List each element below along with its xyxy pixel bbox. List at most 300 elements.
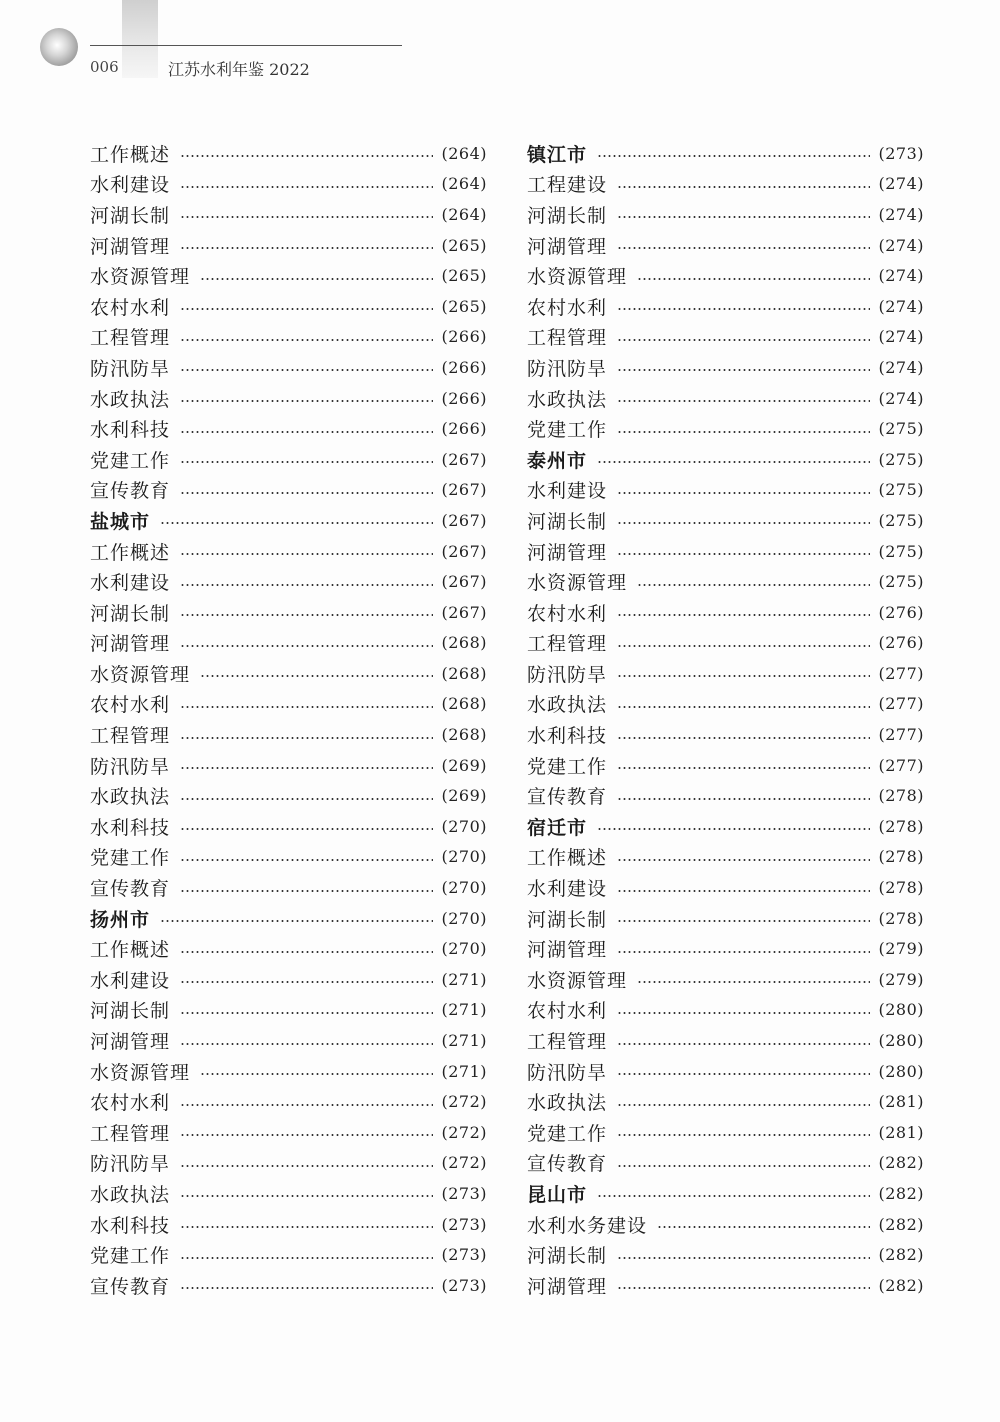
- toc-entry-page: (274): [878, 327, 924, 347]
- toc-dot-leader: [200, 278, 433, 280]
- toc-entry: [90, 1178, 487, 1209]
- toc-entry-page: (267): [441, 572, 487, 592]
- toc-entry-page: (274): [878, 266, 924, 286]
- toc-dot-leader: [180, 186, 433, 188]
- toc-dot-leader: [617, 1257, 870, 1259]
- toc-entry-page: (269): [441, 755, 487, 775]
- toc-entry: [90, 811, 487, 842]
- toc-dot-leader: [597, 1195, 870, 1197]
- toc-entry-page: (265): [441, 235, 487, 255]
- toc-entry-page: (268): [441, 725, 487, 745]
- toc-entry-page: (275): [878, 572, 924, 592]
- toc-entry: [527, 872, 924, 903]
- toc-dot-leader: [617, 890, 870, 892]
- toc-entry-page: (272): [441, 1092, 487, 1112]
- toc-entry-label: 农村水利: [527, 1000, 608, 1023]
- toc-entry-page: (274): [878, 296, 924, 316]
- toc-entry-page: (281): [878, 1092, 924, 1112]
- toc-entry: [527, 689, 924, 720]
- toc-entry-page: (277): [878, 755, 924, 775]
- toc-entry-page: (266): [441, 327, 487, 347]
- toc-entry: [90, 842, 487, 873]
- toc-dot-leader: [180, 828, 433, 830]
- toc-entry: [527, 903, 924, 934]
- toc-entry-page: (271): [441, 969, 487, 989]
- toc-entry: [527, 475, 924, 506]
- header-rule: [90, 45, 402, 46]
- toc-dot-leader: [180, 767, 433, 769]
- toc-entry-label: 河湖长制: [527, 1245, 608, 1268]
- toc-entry-page: (275): [878, 419, 924, 439]
- toc-entry: [527, 383, 924, 414]
- toc-entry: [90, 1148, 487, 1179]
- toc-entry-label: 水政执法: [527, 694, 608, 717]
- toc-entry-page: (275): [878, 480, 924, 500]
- toc-dot-leader: [617, 492, 870, 494]
- toc-entry: [527, 169, 924, 200]
- toc-entry-label: 河湖长制: [90, 602, 171, 625]
- toc-entry-page: (274): [878, 235, 924, 255]
- toc-entry-page: (264): [441, 143, 487, 163]
- toc-dot-leader: [180, 890, 433, 892]
- toc-entry: [527, 322, 924, 353]
- toc-entry-label: 水利水务建设: [527, 1214, 648, 1237]
- toc-entry: [90, 995, 487, 1026]
- toc-dot-leader: [617, 706, 870, 708]
- toc-entry: [90, 1239, 487, 1270]
- toc-section-heading: [527, 811, 924, 842]
- toc-dot-leader: [180, 859, 433, 861]
- toc-entry: [90, 1025, 487, 1056]
- toc-entry: [90, 383, 487, 414]
- toc-entry-label: 防汛防旱: [527, 663, 608, 686]
- toc-entry-label: 水利建设: [90, 174, 171, 197]
- toc-entry-page: (282): [878, 1214, 924, 1234]
- toc-entry: [527, 505, 924, 536]
- toc-dot-leader: [597, 828, 870, 830]
- toc-entry-label: 工作概述: [90, 939, 171, 962]
- toc-entry-label: 昆山市: [527, 1183, 588, 1206]
- toc-entry-label: 宣传教育: [527, 786, 608, 809]
- toc-entry-label: 党建工作: [527, 755, 608, 778]
- toc-entry: [527, 1117, 924, 1148]
- toc-section-heading: [527, 444, 924, 475]
- toc-entry: [527, 1270, 924, 1301]
- toc-entry-page: (268): [441, 663, 487, 683]
- toc-entry-page: (274): [878, 174, 924, 194]
- toc-entry-page: (267): [441, 480, 487, 500]
- toc-column-left: [90, 138, 487, 1301]
- toc-entry-label: 工作概述: [90, 541, 171, 564]
- toc-entry-page: (267): [441, 602, 487, 622]
- toc-dot-leader: [180, 247, 433, 249]
- toc-entry-label: 水利建设: [90, 572, 171, 595]
- toc-dot-leader: [617, 767, 870, 769]
- toc-dot-leader: [617, 553, 870, 555]
- toc-entry-page: (273): [441, 1214, 487, 1234]
- toc-entry-label: 河湖长制: [527, 510, 608, 533]
- toc-entry: [90, 291, 487, 322]
- toc-entry-page: (271): [441, 1061, 487, 1081]
- toc-entry-page: (267): [441, 541, 487, 561]
- toc-entry-page: (266): [441, 388, 487, 408]
- toc-dot-leader: [617, 798, 870, 800]
- toc-entry-label: 党建工作: [90, 1245, 171, 1268]
- toc-entry-page: (276): [878, 633, 924, 653]
- toc-entry: [90, 1056, 487, 1087]
- toc-dot-leader: [597, 155, 870, 157]
- toc-entry-page: (280): [878, 1031, 924, 1051]
- toc-dot-leader: [180, 1043, 433, 1045]
- toc-entry-label: 农村水利: [90, 296, 171, 319]
- toc-dot-leader: [617, 1165, 870, 1167]
- toc-entry: [527, 628, 924, 659]
- toc-entry-page: (279): [878, 939, 924, 959]
- toc-dot-leader: [617, 1043, 870, 1045]
- toc-entry: [527, 230, 924, 261]
- toc-entry-page: (271): [441, 1031, 487, 1051]
- toc-entry-page: (280): [878, 1061, 924, 1081]
- toc-dot-leader: [617, 1104, 870, 1106]
- toc-entry-label: 党建工作: [90, 847, 171, 870]
- toc-entry-label: 工作概述: [90, 143, 171, 166]
- toc-dot-leader: [180, 1195, 433, 1197]
- toc-dot-leader: [617, 339, 870, 341]
- toc-dot-leader: [617, 920, 870, 922]
- toc-entry-label: 镇江市: [527, 143, 588, 166]
- toc-section-heading: [527, 138, 924, 169]
- toc-entry: [90, 1270, 487, 1301]
- toc-dot-leader: [180, 737, 433, 739]
- toc-section-heading: [527, 1178, 924, 1209]
- toc-entry-label: 党建工作: [527, 1122, 608, 1145]
- toc-dot-leader: [617, 186, 870, 188]
- toc-entry-label: 水资源管理: [527, 572, 628, 595]
- toc-entry: [90, 230, 487, 261]
- toc-dot-leader: [617, 1073, 870, 1075]
- toc-entry-page: (264): [441, 174, 487, 194]
- toc-entry-label: 水政执法: [90, 1183, 171, 1206]
- toc-entry: [527, 352, 924, 383]
- toc-entry-label: 工程建设: [527, 174, 608, 197]
- toc-entry: [90, 597, 487, 628]
- book-title: 江苏水利年鉴 2022: [168, 60, 310, 79]
- toc-entry: [90, 780, 487, 811]
- toc-entry-page: (274): [878, 204, 924, 224]
- toc-entry-label: 农村水利: [90, 1092, 171, 1115]
- toc-dot-leader: [617, 1012, 870, 1014]
- toc-dot-leader: [617, 431, 870, 433]
- toc-entry-label: 宣传教育: [527, 1153, 608, 1176]
- toc-entry: [90, 750, 487, 781]
- toc-entry-page: (267): [441, 510, 487, 530]
- toc-dot-leader: [617, 951, 870, 953]
- toc-entry: [527, 780, 924, 811]
- toc-entry-label: 水利建设: [527, 878, 608, 901]
- header-decoration-block: [122, 0, 158, 78]
- toc-entry-page: (282): [878, 1245, 924, 1265]
- toc-dot-leader: [617, 369, 870, 371]
- toc-entry-label: 河湖管理: [90, 1031, 171, 1054]
- toc-entry-label: 防汛防旱: [527, 1061, 608, 1084]
- toc-entry-page: (265): [441, 296, 487, 316]
- toc-entry-label: 农村水利: [527, 602, 608, 625]
- toc-dot-leader: [160, 522, 433, 524]
- toc-dot-leader: [180, 216, 433, 218]
- toc-entry-page: (282): [878, 1183, 924, 1203]
- toc-entry-page: (266): [441, 419, 487, 439]
- toc-section-heading: [90, 903, 487, 934]
- toc-entry-page: (270): [441, 878, 487, 898]
- toc-entry-label: 水资源管理: [527, 266, 628, 289]
- toc-entry-label: 水资源管理: [527, 969, 628, 992]
- toc-entry-label: 水资源管理: [90, 1061, 191, 1084]
- toc-entry-label: 水资源管理: [90, 663, 191, 686]
- toc-entry: [90, 444, 487, 475]
- toc-dot-leader: [200, 1073, 433, 1075]
- toc-entry-label: 河湖长制: [527, 204, 608, 227]
- toc-entry-label: 水利建设: [527, 480, 608, 503]
- toc-dot-leader: [617, 216, 870, 218]
- toc-dot-leader: [180, 1134, 433, 1136]
- toc-entry-label: 水政执法: [90, 786, 171, 809]
- toc-entry-label: 水利建设: [90, 969, 171, 992]
- toc-entry-label: 防汛防旱: [90, 357, 171, 380]
- toc-entry-label: 工程管理: [90, 1122, 171, 1145]
- toc-entry: [90, 536, 487, 567]
- toc-entry: [527, 933, 924, 964]
- toc-entry-label: 水利科技: [90, 1214, 171, 1237]
- toc-entry-label: 防汛防旱: [90, 755, 171, 778]
- toc-column-right: [527, 138, 924, 1301]
- toc-entry-label: 水利科技: [90, 419, 171, 442]
- toc-entry: [527, 413, 924, 444]
- toc-entry: [527, 750, 924, 781]
- toc-entry-page: (272): [441, 1153, 487, 1173]
- toc-entry-page: (271): [441, 1000, 487, 1020]
- toc-entry-page: (277): [878, 725, 924, 745]
- toc-dot-leader: [180, 155, 433, 157]
- toc-dot-leader: [180, 645, 433, 647]
- toc-entry-label: 河湖长制: [90, 1000, 171, 1023]
- toc-dot-leader: [617, 645, 870, 647]
- toc-entry: [527, 1056, 924, 1087]
- toc-entry: [527, 1209, 924, 1240]
- page-number: 006: [90, 58, 119, 76]
- toc-entry: [527, 719, 924, 750]
- toc-dot-leader: [180, 798, 433, 800]
- toc-dot-leader: [180, 400, 433, 402]
- toc-dot-leader: [617, 737, 870, 739]
- toc-entry-page: (277): [878, 694, 924, 714]
- toc-entry-label: 河湖管理: [527, 939, 608, 962]
- toc-entry-label: 工程管理: [527, 1031, 608, 1054]
- toc-entry: [90, 413, 487, 444]
- toc-entry-label: 农村水利: [527, 296, 608, 319]
- toc-entry-page: (273): [878, 143, 924, 163]
- toc-dot-leader: [180, 1257, 433, 1259]
- toc-dot-leader: [617, 1287, 870, 1289]
- toc-entry: [527, 964, 924, 995]
- toc-entry: [90, 689, 487, 720]
- toc-dot-leader: [180, 553, 433, 555]
- toc-dot-leader: [180, 461, 433, 463]
- toc-entry-label: 水政执法: [527, 1092, 608, 1115]
- toc-entry-page: (267): [441, 449, 487, 469]
- toc-entry-label: 宣传教育: [90, 1275, 171, 1298]
- toc-dot-leader: [180, 492, 433, 494]
- toc-entry-page: (278): [878, 786, 924, 806]
- toc-entry: [90, 1086, 487, 1117]
- toc-section-heading: [90, 505, 487, 536]
- toc-entry: [90, 475, 487, 506]
- toc-entry: [527, 842, 924, 873]
- toc-entry-label: 农村水利: [90, 694, 171, 717]
- toc-entry-page: (272): [441, 1122, 487, 1142]
- toc-entry: [90, 719, 487, 750]
- toc-entry-page: (282): [878, 1153, 924, 1173]
- toc-entry: [527, 995, 924, 1026]
- toc-dot-leader: [180, 1165, 433, 1167]
- toc-entry-label: 水利科技: [90, 816, 171, 839]
- toc-dot-leader: [617, 859, 870, 861]
- toc-entry-label: 宣传教育: [90, 878, 171, 901]
- toc-entry-page: (274): [878, 388, 924, 408]
- toc-entry-page: (278): [878, 816, 924, 836]
- toc-entry: [527, 260, 924, 291]
- toc-entry-label: 泰州市: [527, 449, 588, 472]
- toc-entry-label: 水政执法: [90, 388, 171, 411]
- toc-dot-leader: [180, 431, 433, 433]
- toc-entry-label: 工程管理: [90, 327, 171, 350]
- toc-entry: [527, 1025, 924, 1056]
- toc-dot-leader: [617, 614, 870, 616]
- toc-entry-label: 河湖长制: [527, 908, 608, 931]
- toc-entry-label: 工程管理: [90, 725, 171, 748]
- toc-entry-page: (275): [878, 541, 924, 561]
- toc-entry-page: (273): [441, 1183, 487, 1203]
- toc-entry-label: 水资源管理: [90, 266, 191, 289]
- toc-dot-leader: [180, 584, 433, 586]
- toc-entry: [90, 566, 487, 597]
- toc-entry-label: 水利科技: [527, 725, 608, 748]
- toc-entry-page: (268): [441, 694, 487, 714]
- toc-entry-page: (270): [441, 816, 487, 836]
- toc-entry-page: (265): [441, 266, 487, 286]
- toc-dot-leader: [180, 1012, 433, 1014]
- toc-entry: [527, 1239, 924, 1270]
- toc-dot-leader: [160, 920, 433, 922]
- toc-entry-page: (269): [441, 786, 487, 806]
- toc-entry: [527, 1086, 924, 1117]
- toc-entry-label: 扬州市: [90, 908, 151, 931]
- toc-entry-page: (275): [878, 449, 924, 469]
- toc-entry: [527, 658, 924, 689]
- toc-dot-leader: [617, 400, 870, 402]
- toc-entry-page: (281): [878, 1122, 924, 1142]
- toc-entry-page: (270): [441, 908, 487, 928]
- toc-entry-label: 工程管理: [527, 327, 608, 350]
- toc-entry-page: (275): [878, 510, 924, 530]
- toc-entry-page: (273): [441, 1275, 487, 1295]
- toc-dot-leader: [180, 339, 433, 341]
- toc-entry-page: (278): [878, 878, 924, 898]
- toc-entry: [527, 536, 924, 567]
- toc-entry-label: 盐城市: [90, 510, 151, 533]
- toc-dot-leader: [617, 308, 870, 310]
- toc-entry-page: (277): [878, 663, 924, 683]
- toc-dot-leader: [180, 706, 433, 708]
- toc-entry-label: 水政执法: [527, 388, 608, 411]
- toc-entry-label: 工程管理: [527, 633, 608, 656]
- toc-entry: [527, 199, 924, 230]
- toc-entry: [527, 597, 924, 628]
- toc-dot-leader: [637, 584, 870, 586]
- toc-entry: [90, 260, 487, 291]
- toc-dot-leader: [180, 614, 433, 616]
- toc-entry: [527, 291, 924, 322]
- toc-entry: [90, 1209, 487, 1240]
- toc-entry: [527, 1148, 924, 1179]
- toc-dot-leader: [180, 308, 433, 310]
- toc-dot-leader: [597, 461, 870, 463]
- toc-entry-page: (266): [441, 357, 487, 377]
- toc-entry-label: 党建工作: [527, 419, 608, 442]
- toc-entry-page: (270): [441, 939, 487, 959]
- toc-entry-label: 防汛防旱: [527, 357, 608, 380]
- toc-dot-leader: [180, 1287, 433, 1289]
- toc-entry-page: (279): [878, 969, 924, 989]
- toc-dot-leader: [200, 675, 433, 677]
- toc-entry-page: (280): [878, 1000, 924, 1020]
- toc-entry-label: 河湖管理: [527, 541, 608, 564]
- toc-entry: [90, 199, 487, 230]
- toc-entry-page: (276): [878, 602, 924, 622]
- toc-entry-label: 宣传教育: [90, 480, 171, 503]
- toc-dot-leader: [617, 1134, 870, 1136]
- toc-dot-leader: [617, 675, 870, 677]
- toc-entry: [90, 628, 487, 659]
- toc-entry: [90, 964, 487, 995]
- toc-entry-page: (274): [878, 357, 924, 377]
- toc-entry-label: 河湖管理: [90, 633, 171, 656]
- toc-entry-page: (264): [441, 204, 487, 224]
- toc-entry-label: 河湖管理: [527, 235, 608, 258]
- toc-entry: [90, 352, 487, 383]
- toc-dot-leader: [637, 278, 870, 280]
- toc-entry-page: (268): [441, 633, 487, 653]
- toc-dot-leader: [180, 981, 433, 983]
- toc-entry: [90, 138, 487, 169]
- toc-dot-leader: [657, 1226, 870, 1228]
- toc-entry-label: 河湖管理: [527, 1275, 608, 1298]
- toc-entry-page: (278): [878, 847, 924, 867]
- toc-dot-leader: [180, 1104, 433, 1106]
- toc-entry-page: (273): [441, 1245, 487, 1265]
- toc-entry-label: 宿迁市: [527, 816, 588, 839]
- toc-entry-page: (278): [878, 908, 924, 928]
- toc-dot-leader: [180, 1226, 433, 1228]
- toc-entry-label: 防汛防旱: [90, 1153, 171, 1176]
- toc-entry: [90, 933, 487, 964]
- toc-entry: [90, 658, 487, 689]
- toc-dot-leader: [617, 522, 870, 524]
- toc-entry-label: 工作概述: [527, 847, 608, 870]
- toc-entry-label: 河湖长制: [90, 204, 171, 227]
- toc-entry: [90, 1117, 487, 1148]
- toc-entry-label: 党建工作: [90, 449, 171, 472]
- toc-entry: [90, 872, 487, 903]
